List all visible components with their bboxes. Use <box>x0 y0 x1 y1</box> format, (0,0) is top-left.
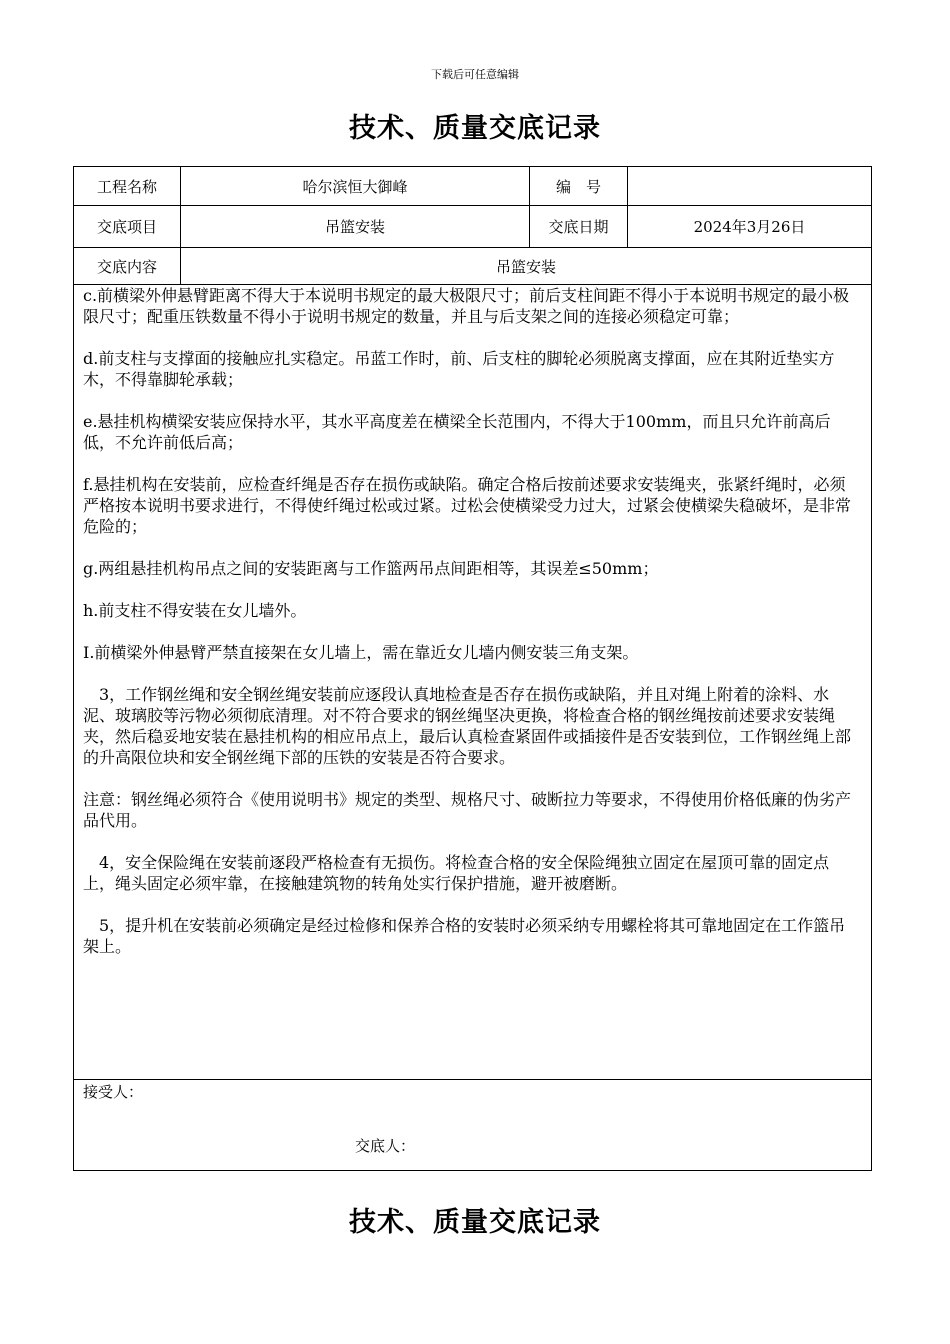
content-paragraph: c.前横梁外伸悬臂距离不得大于本说明书规定的最大极限尺寸；前后支柱间距不得小于本说明书规定的最小极限尺寸；配重压铁数量不得小于说明书规定的数量，并且与后支架之间的连接必须稳定可靠； <box>83 286 850 326</box>
item-value: 吊篮安装 <box>180 206 529 247</box>
content-header-row <box>74 248 871 285</box>
content-title: 吊篮安装 <box>180 248 871 284</box>
content-paragraph: g.两组悬挂机构吊点之间的安装距离与工作篮两吊点间距相等，其误差≤50mm； <box>83 559 659 578</box>
content-body <box>74 285 871 1080</box>
date-value: 2024年3月26日 <box>627 206 871 247</box>
receiver-label: 接受人： <box>83 1083 144 1101</box>
document-title-repeat: 技术、质量交底记录 <box>349 1207 601 1238</box>
presenter-label: 交底人： <box>355 1137 416 1155</box>
number-label: 编 号 <box>529 167 627 205</box>
document-title: 技术、质量交底记录 <box>349 113 601 144</box>
content-paragraph: f.悬挂机构在安装前，应检查纤绳是否存在损伤或缺陷。确定合格后按前述要求安装绳夹，张紧纤绳时，必须严格按本说明书要求进行，不得使纤绳过松或过紧。过松会使横梁受力过大，过紧会使横梁失稳破坏，是非常危险的； <box>83 475 852 536</box>
signature-area <box>74 1080 871 1170</box>
date-label: 交底日期 <box>529 206 627 247</box>
project-name-label: 工程名称 <box>96 177 157 196</box>
item-row <box>74 206 871 248</box>
content-paragraph: 3，工作钢丝绳和安全钢丝绳安装前应逐段认真地检查是否存在损伤或缺陷，并且对绳上附着的涂料、水泥、玻璃胶等污物必须彻底清理。对不符合要求的钢丝绳坚决更换，将检查合格的钢丝绳按前述要求安装绳夹，然后稳妥地安装在悬挂机构的相应吊点上，最后认真检查紧固件或插接件是否安装到位，工作钢丝绳上部的升高限位块和安全钢丝绳下部的压铁的安装是否符合要求。 <box>83 685 852 767</box>
content-paragraph: d.前支柱与支撑面的接触应扎实稳定。吊蓝工作时，前、后支柱的脚轮必须脱离支撑面，应在其附近垫实方木，不得靠脚轮承载； <box>83 349 835 389</box>
number-value <box>627 167 871 205</box>
header-note: 下载后可任意编辑 <box>431 68 519 81</box>
content-paragraph: 5，提升机在安装前必须确定是经过检修和保养合格的安装时必须采纳专用螺栓将其可靠地固定在工作篮吊架上。 <box>83 916 846 956</box>
record-table <box>73 166 872 1171</box>
content-paragraph: I.前横梁外伸悬臂严禁直接架在女儿墙上，需在靠近女儿墙内侧安装三角支架。 <box>83 643 639 662</box>
project-name-value: 哈尔滨恒大御峰 <box>180 167 529 205</box>
content-label: 交底内容 <box>96 257 157 276</box>
content-paragraph: 4，安全保险绳在安装前逐段严格检查有无损伤。将检查合格的安全保险绳独立固定在屋顶可靠的固定点上，绳头固定必须牢靠，在接触建筑物的转角处实行保护措施，避开被磨断。 <box>83 853 830 893</box>
item-label: 交底项目 <box>96 218 157 236</box>
content-paragraph: h.前支柱不得安装在女儿墙外。 <box>83 601 307 620</box>
project-row <box>74 167 871 206</box>
content-paragraph: 注意：钢丝绳必须符合《使用说明书》规定的类型、规格尺寸、破断拉力等要求，不得使用价格低廉的伪劣产品代用。 <box>83 790 852 830</box>
content-paragraph: e.悬挂机构横梁安装应保持水平，其水平高度差在横梁全长范围内，不得大于100mm，而且只允许前高后低，不允许前低后高； <box>83 412 831 452</box>
